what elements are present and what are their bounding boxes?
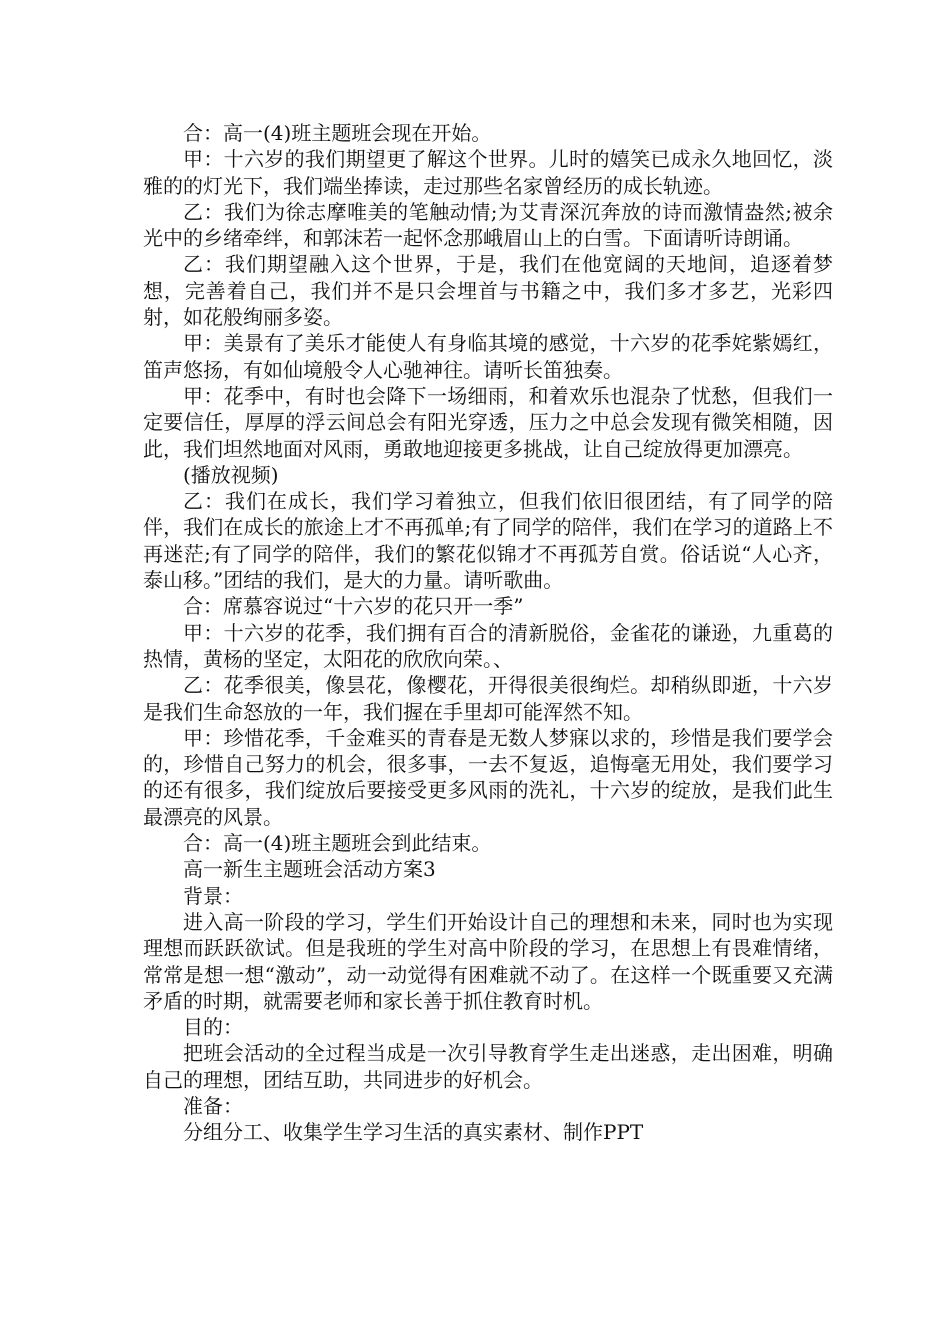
- section-heading: 目的：: [183, 1015, 243, 1040]
- section-heading: 背景：: [183, 883, 243, 908]
- paragraph: 合：高一(4)班主题班会到此结束。: [183, 831, 492, 856]
- paragraph: 分组分工、收集学生学习生活的真实素材、制作PPT: [183, 1120, 644, 1145]
- paragraph: 乙：我们在成长，我们学习着独立，但我们依旧很团结，有了同学的陪伴，我们在成长的旅途上才不再孤单;有了同学的陪伴，我们在学习的道路上不再迷茫;有了同学的陪伴，我们的繁花似锦才不再孤芳自赏。俗话说“人心齐，泰山移。”团结的我们，是大的力量。请听歌曲。: [143, 489, 833, 593]
- paragraph: 乙：我们期望融入这个世界，于是，我们在他宽阔的天地间，追逐着梦想，完善着自己，我们并不是只会埋首与书籍之中，我们多才多艺，光彩四射，如花般绚丽多姿。: [143, 252, 833, 330]
- document-body: [143, 120, 833, 1146]
- paragraph: 甲：十六岁的我们期望更了解这个世界。儿时的嬉笑已成永久地回忆，淡雅的的灯光下，我们端坐捧读，走过那些名家曾经历的成长轨迹。: [143, 147, 833, 198]
- section-title: 高一新生主题班会活动方案3: [183, 857, 436, 882]
- paragraph: 把班会活动的全过程当成是一次引导教育学生走出迷惑，走出困难，明确自己的理想，团结互助，共同进步的好机会。: [143, 1041, 833, 1092]
- section-heading: 准备：: [183, 1093, 243, 1118]
- paragraph: 进入高一阶段的学习，学生们开始设计自己的理想和未来，同时也为实现理想而跃跃欲试。但是我班的学生对高中阶段的学习，在思想上有畏难情绪，常常是想一想“激动”，动一动觉得有困难就不动了。在这样一个既重要又充满矛盾的时期，就需要老师和家长善于抓住教育时机。: [143, 909, 833, 1013]
- paragraph: 甲：美景有了美乐才能使人有身临其境的感觉，十六岁的花季姹紫嫣红，笛声悠扬，有如仙境般令人心驰神往。请听长笛独奏。: [143, 331, 833, 382]
- paragraph: (播放视频): [183, 462, 279, 487]
- paragraph: 甲：花季中，有时也会降下一场细雨，和着欢乐也混杂了忧愁，但我们一定要信任，厚厚的浮云间总会有阳光穿透，压力之中总会发现有微笑相随，因此，我们坦然地面对风雨，勇敢地迎接更多挑战，让自己绽放得更加漂亮。: [143, 383, 833, 461]
- paragraph: 合：高一(4)班主题班会现在开始。: [183, 121, 492, 145]
- paragraph: 甲：珍惜花季，千金难买的青春是无数人梦寐以求的，珍惜是我们要学会的，珍惜自己努力的机会，很多事，一去不复返，追悔毫无用处，我们要学习的还有很多，我们绽放后要接受更多风雨的洗礼，十六岁的绽放，是我们此生最漂亮的风景。: [143, 725, 833, 829]
- paragraph: 合：席慕容说过“十六岁的花只开一季”: [183, 594, 524, 619]
- paragraph: 乙：花季很美，像昙花，像樱花，开得很美很绚烂。却稍纵即逝，十六岁是我们生命怒放的一年，我们握在手里却可能浑然不知。: [143, 673, 833, 724]
- paragraph: 乙：我们为徐志摩唯美的笔触动情;为艾青深沉奔放的诗而激情盎然;被余光中的乡绪牵绊，和郭沫若一起怀念那峨眉山上的白雪。下面请听诗朗诵。: [143, 199, 833, 251]
- paragraph: 甲：十六岁的花季，我们拥有百合的清新脱俗，金雀花的谦逊，九重葛的热情，黄杨的坚定，太阳花的欣欣向荣。、: [143, 620, 833, 671]
